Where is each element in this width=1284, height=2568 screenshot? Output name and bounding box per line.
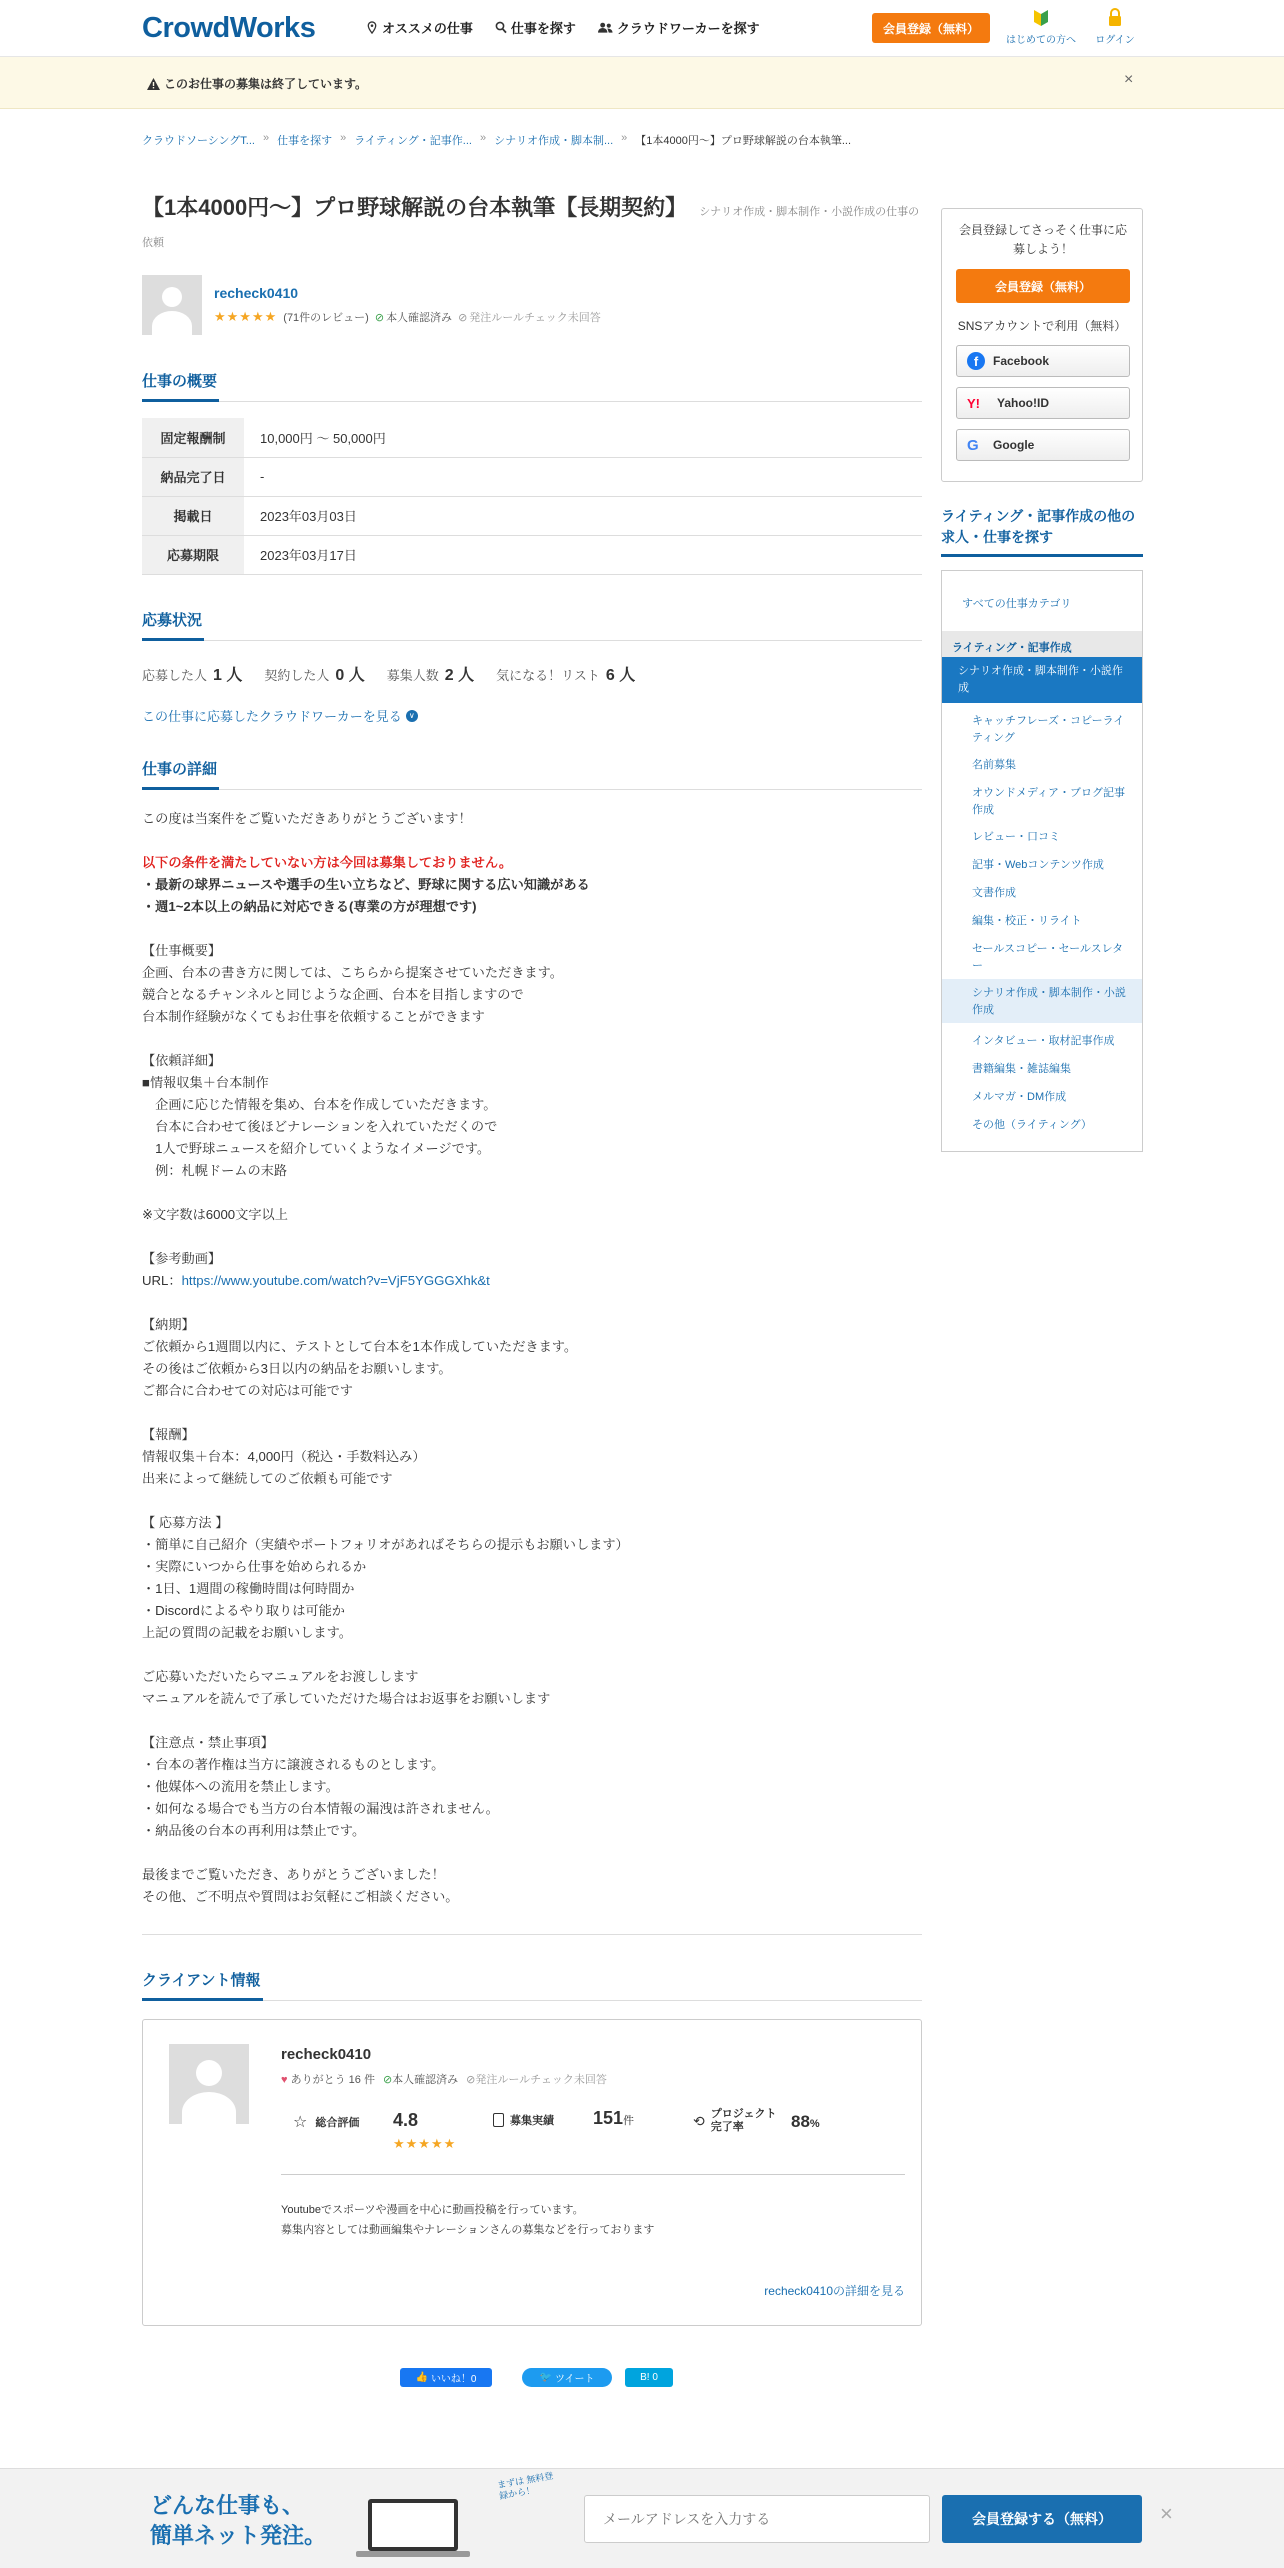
category-list	[941, 570, 1143, 1152]
category-item[interactable]: メルマガ・DM作成	[972, 1091, 1067, 1103]
rule-check-badge: ⊘ 発注ルールチェック未回答	[458, 311, 601, 324]
site-header	[0, 0, 1284, 57]
client-completion-value: 88%	[791, 2112, 820, 2131]
handshake-icon: ⟲	[693, 2112, 705, 2129]
users-icon	[598, 21, 613, 34]
main-nav	[366, 18, 760, 37]
bottom-promo: どんな仕事も、 簡単ネット発注。	[150, 2493, 327, 2548]
category-parent[interactable]: ライティング・記事作成	[942, 631, 1142, 657]
job-closed-alert: このお仕事の募集は終了しています。 ×	[0, 57, 1284, 109]
google-login-button[interactable]: G Google	[956, 429, 1130, 461]
hatena-bookmark-button[interactable]: B! 0	[625, 2368, 673, 2387]
poster-avatar[interactable]	[142, 275, 202, 335]
job-description: この度は当案件をご覧いただきありがとうございます！ 以下の条件を満たしていない方は今回は募集しておりません。 ・最新の球界ニュースや選手の生い立ちなど、野球に関する広い知識がある ・週1~2本以上の納品に対応できる(専業の方が理想です) 【仕事概要】 企画、台本の書き方に関しては、こちらから提案させていただきます。 競合となるチャンネルと同じような企画、台本を目指しますので 台本制作経験がなくてもお仕事を依頼することができます 【依頼詳細】 ■情報収集＋台本制作 企画に応じた情報を集め、台本を作成していただきます。 台本に合わせて後ほどナレーションを入れていただくので 1人で野球ニュースを紹介していくようなイメージです。 例：札幌ドームの末路 ※文字数は6000文字以上 【参考動画】 URL：https://www.youtube.com/watch?v=VjF5YGGGXhk&t 【納期】 ご依頼から1週間以内に、テストとして台本を1本作成していただきます。 その後はご依頼から3日以内の納品をお願いします。 ご都合に合わせての対応は可能です 【報酬】 情報収集＋台本：4,000円（税込・手数料込み） 出来によって継続してのご依頼も可能です 【 応募方法 】 ・簡単に自己紹介（実績やポートフォリオがあればそちらの提示もお願いします） ・実際にいつから仕事を始められるか ・1日、1週間の稼働時間は何時間か ・Discordによるやり取りは可能か 上記の質問の記載をお願いします。 ご応募いただいたらマニュアルをお渡しします マニュアルを読んで了承していただけた場合はお返事をお願いします 【注意点・禁止事項】 ・台本の著作権は当方に譲渡されるものとします。 ・他媒体への流用を禁止します。 ・如何なる場合でも当方の台本情報の漏洩は許されません。 ・納品後の台本の再利用は禁止です。 最後までご覧いただき、ありがとうございました！ その他、ご不明点や質問はお気軽にご相談ください。	[142, 811, 629, 1904]
free-signup-badge: まずは 無料登録から！	[496, 2470, 554, 2502]
client-name[interactable]: recheck0410	[281, 2046, 372, 2063]
poster-meta	[214, 309, 601, 325]
category-item[interactable]: 編集・校正・リライト	[972, 915, 1082, 927]
category-item[interactable]: 書籍編集・雑誌編集	[972, 1063, 1071, 1075]
beginner-mark-icon	[1033, 7, 1049, 27]
client-bio: Youtubeでスポーツや漫画を中心に動画投稿を行っています。 募集内容としては動画編集やナレーションさんの募集などを行っております	[281, 2204, 655, 2236]
check-circle-icon: ⊘	[382, 2074, 393, 2086]
category-item[interactable]: シナリオ作成・脚本制作・小説作成	[972, 987, 1126, 1016]
category-item[interactable]: キャッチフレーズ・コピーライティング	[972, 715, 1125, 744]
category-item[interactable]: インタビュー・取材記事作成	[972, 1035, 1115, 1047]
category-active[interactable]: シナリオ作成・脚本制作・小説作成	[942, 657, 1142, 703]
clipboard-icon	[493, 2113, 504, 2127]
divider	[281, 2174, 905, 2175]
facebook-icon: f	[967, 352, 985, 370]
client-rating-value: 4.8	[393, 2110, 419, 2130]
chevron-down-icon: ∨	[406, 710, 418, 722]
laptop-illustration	[338, 2489, 488, 2559]
tweet-button[interactable]: 🐦 ツイート	[522, 2368, 612, 2387]
nav-recommended[interactable]: オススメの仕事	[366, 18, 473, 37]
client-badges: ♥ ありがとう 16 件 ⊘本人確認済み ⊘発注ルールチェック未回答	[281, 2074, 607, 2086]
signup-widget: 会員登録してさっそく仕事に応募しよう！ 会員登録（無料） SNSアカウントで利用（無料） f Facebook Y! Yahoo!ID G Google	[941, 208, 1143, 482]
bottom-signup-bar	[0, 2468, 1284, 2568]
twitter-bird-icon: 🐦	[539, 2372, 552, 2383]
breadcrumb-link[interactable]: ライティング・記事作...	[354, 135, 472, 147]
category-item[interactable]: 名前募集	[972, 759, 1016, 771]
breadcrumb-current: 【1本4000円〜】プロ野球解説の台本執筆...	[635, 135, 852, 147]
category-item[interactable]: 記事・Webコンテンツ作成	[972, 859, 1104, 871]
nav-find-workers[interactable]: クラウドワーカーを探す	[598, 18, 760, 37]
client-avatar[interactable]	[169, 2044, 249, 2124]
category-heading: ライティング・記事作成の他の求人・仕事を探す	[941, 506, 1143, 557]
page-title: 【1本4000円〜】プロ野球解説の台本執筆【長期契約】	[142, 195, 688, 220]
category-item[interactable]: オウンドメディア・ブログ記事作成	[972, 787, 1126, 816]
all-categories-link[interactable]: すべての仕事カテゴリ	[962, 598, 1072, 610]
yahoo-icon: Y!	[967, 395, 980, 411]
header-register-button[interactable]: 会員登録（無料）	[872, 13, 990, 43]
table-row: 納品完了日 -	[142, 457, 922, 496]
reference-video-link[interactable]: https://www.youtube.com/watch?v=VjF5YGGGXhk&t	[181, 1273, 490, 1288]
check-circle-icon: ⊘	[374, 311, 385, 324]
sidebar-register-button[interactable]: 会員登録（無料）	[956, 269, 1130, 303]
breadcrumb-link[interactable]: クラウドソーシングT...	[142, 135, 255, 147]
nav-find-jobs[interactable]: 仕事を探す	[495, 18, 576, 37]
job-title-block	[142, 193, 922, 255]
client-card	[142, 2019, 922, 2326]
review-count-link[interactable]: (71件のレビュー)	[283, 312, 369, 324]
status-heading: 応募状況	[142, 609, 922, 641]
category-item[interactable]: レビュー・口コミ	[972, 831, 1060, 843]
table-row: 応募期限 2023年03月17日	[142, 535, 922, 574]
login-link[interactable]: ログイン	[1080, 6, 1150, 46]
category-item[interactable]: 文書作成	[972, 887, 1016, 899]
client-detail-link[interactable]: recheck0410の詳細を見る	[764, 2284, 905, 2298]
rating-stars: ★★★★★	[214, 309, 278, 324]
table-row: 固定報酬制 10,000円 〜 50,000円	[142, 418, 922, 457]
client-stars: ★★★★★	[393, 2136, 457, 2151]
close-bar-icon[interactable]: ×	[1160, 2501, 1173, 2526]
table-row: 掲載日 2023年03月03日	[142, 496, 922, 535]
detail-heading: 仕事の詳細	[142, 758, 922, 790]
search-icon	[495, 21, 507, 34]
poster-name[interactable]: recheck0410	[214, 285, 299, 301]
verified-badge: ⊘ 本人確認済み	[374, 311, 453, 324]
facebook-login-button[interactable]: f Facebook	[956, 345, 1130, 377]
beginner-link[interactable]: はじめての方へ	[1006, 6, 1076, 46]
client-record: 募集実績	[493, 2112, 554, 2128]
facebook-like-button[interactable]: 👍 いいね！0	[400, 2368, 492, 2387]
application-stats: 応募した人 1 人 契約した人 0 人 募集人数 2 人 気になる！リスト 6 人	[142, 667, 636, 684]
warning-icon	[147, 78, 160, 90]
check-circle-icon: ⊘	[466, 2074, 476, 2086]
yahoo-login-button[interactable]: Y! Yahoo!ID	[956, 387, 1130, 419]
breadcrumb-link[interactable]: 仕事を探す	[277, 135, 333, 147]
breadcrumb: クラウドソーシングT... » 仕事を探す » ライティング・記事作... » シナリオ作成・脚本制... » 【1本4000円〜】プロ野球解説の台本執筆...	[142, 132, 852, 147]
category-item[interactable]: セールスコピー・セールスレター	[972, 943, 1124, 972]
check-circle-icon: ⊘	[458, 311, 468, 324]
map-pin-icon	[366, 21, 378, 34]
breadcrumb-link[interactable]: シナリオ作成・脚本制...	[494, 135, 614, 147]
client-record-value: 151件	[593, 2108, 635, 2128]
crowdworks-logo[interactable]: CrowdWorks	[142, 12, 316, 44]
heart-icon: ♥	[281, 2074, 288, 2086]
email-input[interactable]	[584, 2495, 930, 2543]
category-item[interactable]: その他（ライティング）	[972, 1119, 1092, 1131]
client-heading: クライアント情報	[142, 1969, 922, 2001]
divider	[142, 1934, 922, 1935]
close-alert-icon[interactable]: ×	[1124, 71, 1134, 88]
lock-icon	[1107, 7, 1123, 27]
client-completion: ⟲ プロジェクト 完了率	[693, 2108, 777, 2133]
overview-table	[142, 418, 922, 575]
star-outline-icon: ☆	[293, 2114, 308, 2131]
see-applicants-link[interactable]: この仕事に応募したクラウドワーカーを見る ∨	[142, 706, 418, 725]
overview-heading: 仕事の概要	[142, 370, 922, 402]
google-icon: G	[967, 436, 979, 454]
bottom-register-button[interactable]: 会員登録する（無料）	[942, 2495, 1142, 2543]
category-note: シナリオ作成・脚本制作・小説作成の仕事の依頼	[142, 206, 920, 249]
thumbs-up-icon: 👍	[415, 2372, 428, 2383]
client-rating: ☆ 総合評価	[293, 2114, 360, 2131]
